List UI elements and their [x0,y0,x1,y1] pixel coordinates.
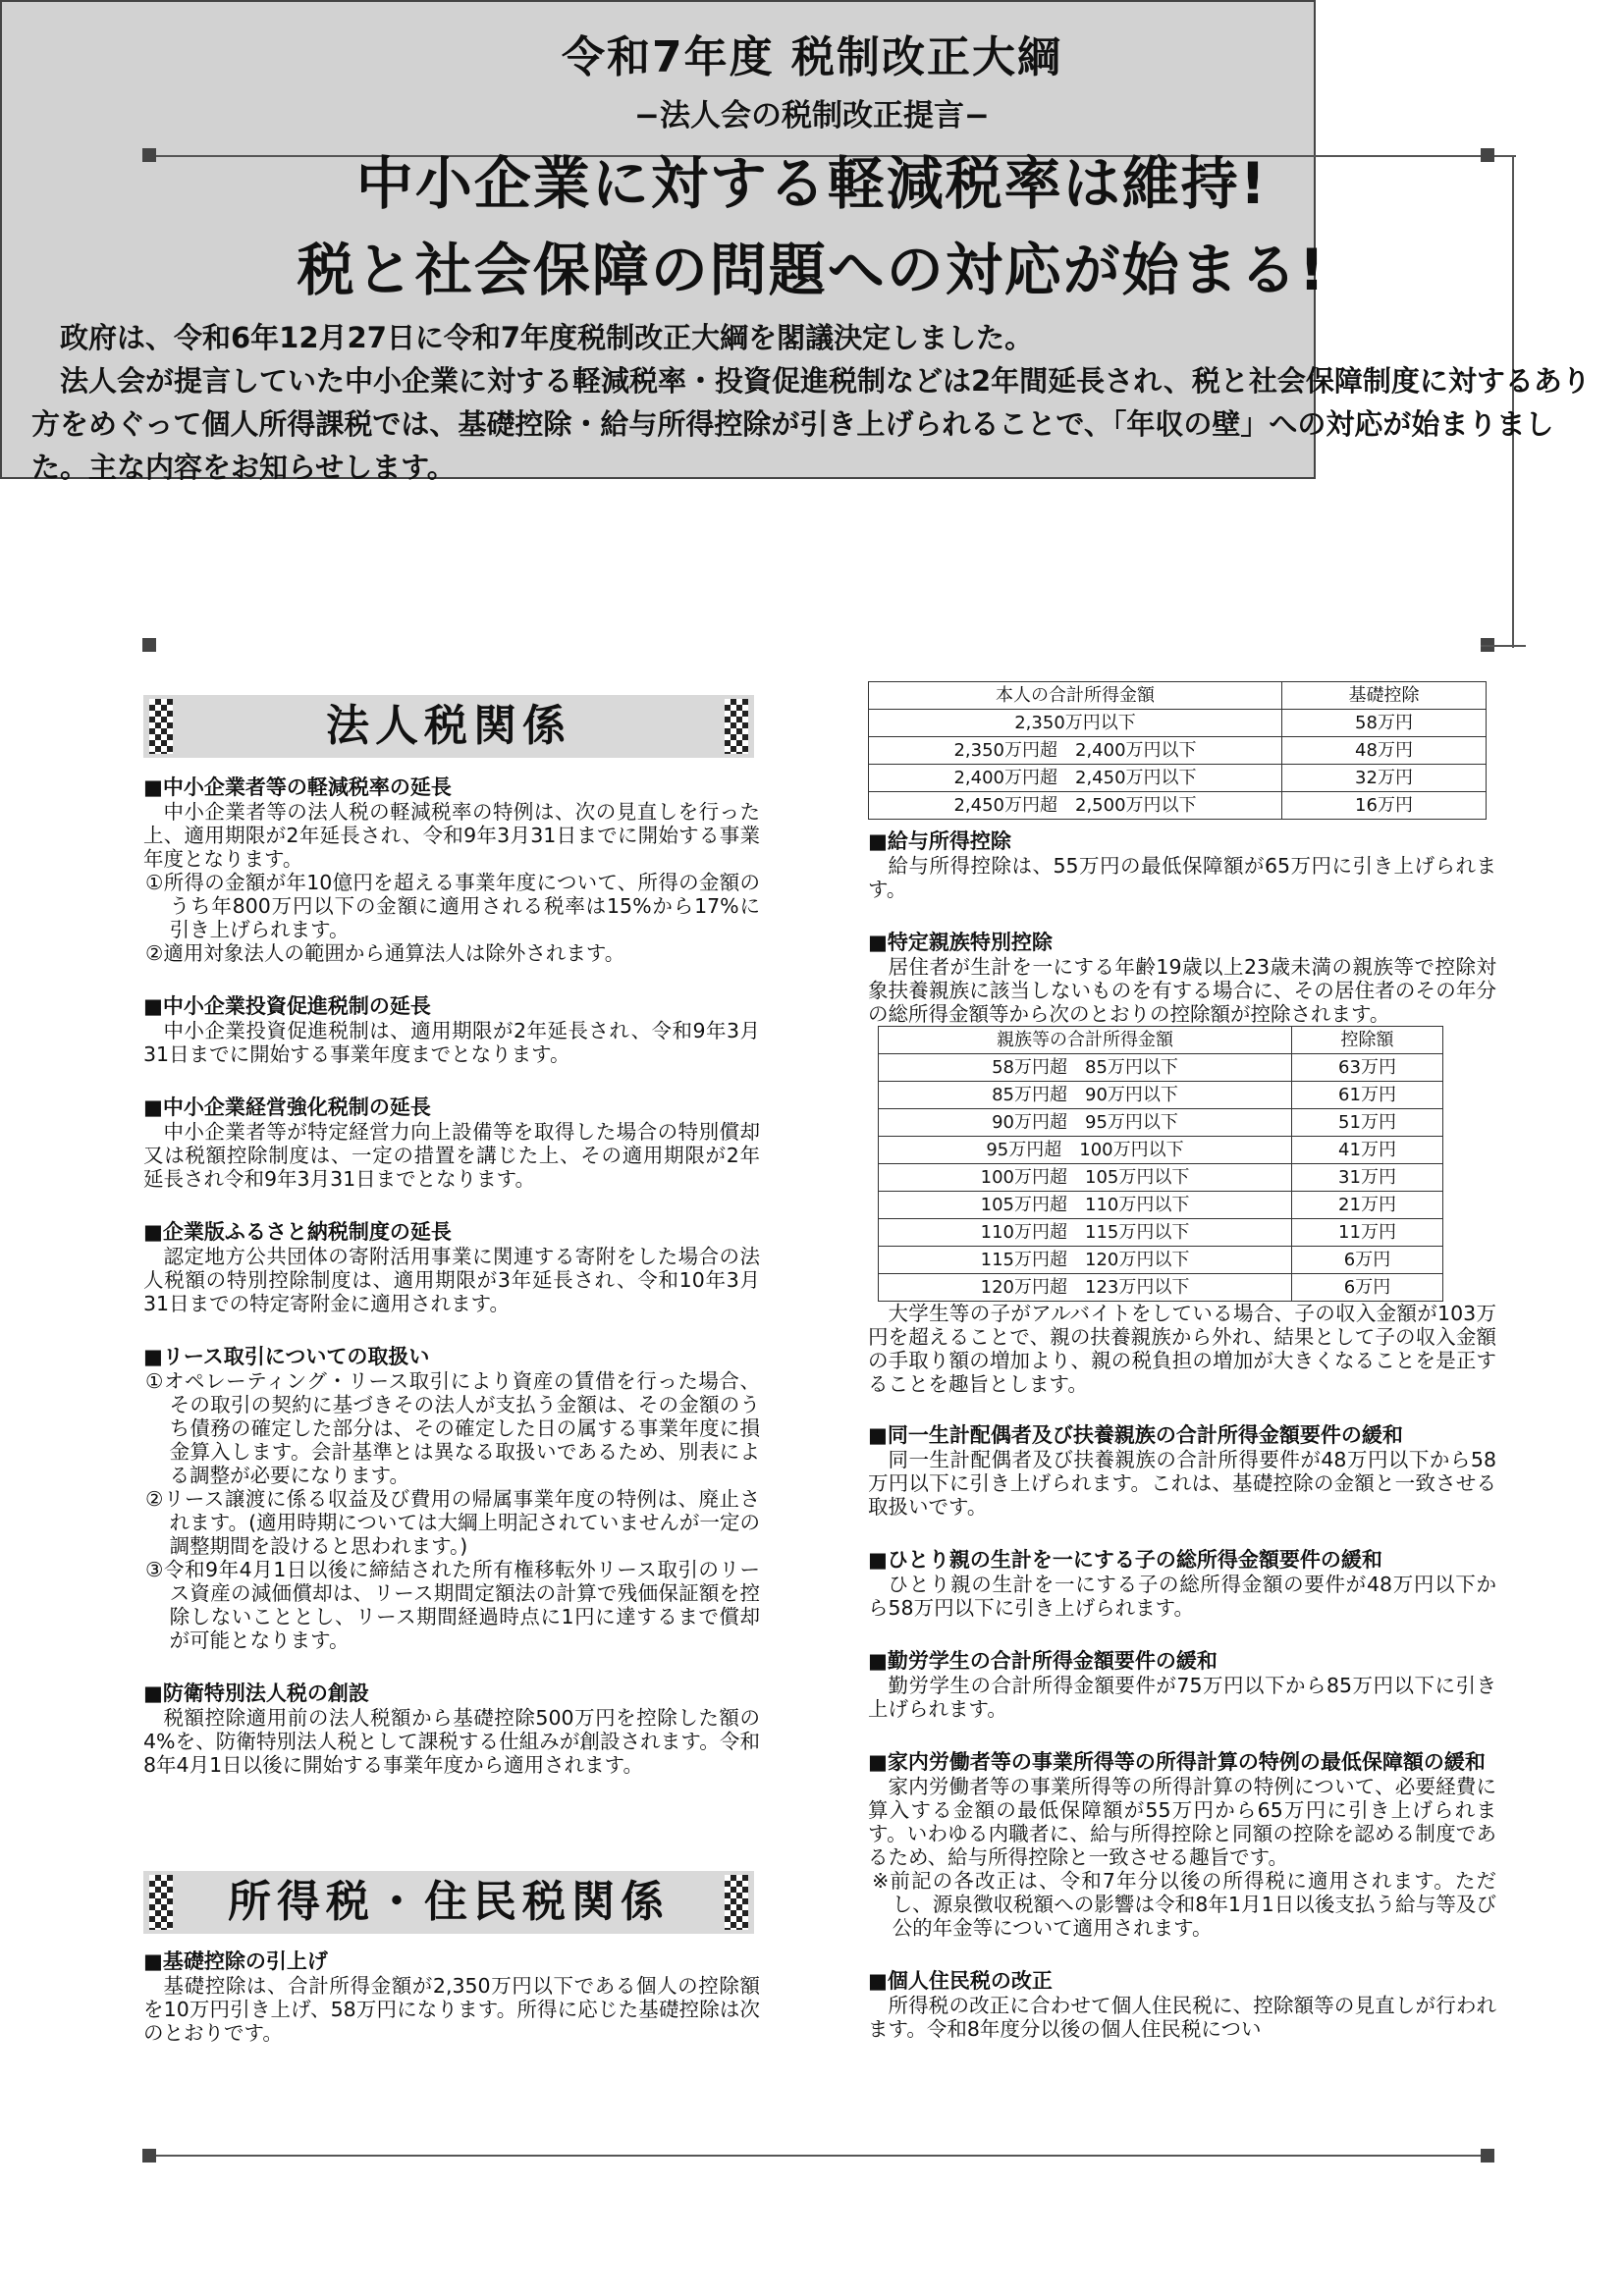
article-item: ①所得の金額が年10億円を超える事業年度について、所得の金額のうち年800万円以下の金額に適用される税率は15%から17%に引き上げられます。 [145,871,760,941]
article-title: ■中小企業投資促進税制の延長 [143,994,431,1018]
headline-1: 中小企業に対する軽減税率は維持! [355,150,1269,217]
article-title: ■企業版ふるさと納税制度の延長 [143,1220,452,1244]
section-banner-income [143,1871,754,1934]
article-salary-deduction [868,829,1496,901]
table-row [879,1109,1443,1137]
table-cell: 110万円超 115万円以下 [879,1219,1292,1247]
article-item: ②適用対象法人の範囲から通算法人は除外されます。 [145,941,625,965]
article-body: 大学生等の子がアルバイトをしている場合、子の収入金額が103万円を超えることで、親の扶養親族から外れ、結果として子の収入金額の手取り額の増加より、親の税負担の増加が大きくなることを是正することを趣旨とします。 [868,1302,1496,1396]
article-body: 同一生計配偶者及び扶養親族の合計所得要件が48万円以下から58万円以下に引き上げられます。これは、基礎控除の金額と一致させる取扱いです。 [868,1448,1496,1519]
section-banner-corporate [143,695,754,758]
section-title-income: 所得税・住民税関係 [228,1877,670,1927]
table-cell: 48万円 [1282,737,1487,765]
article-body: 中小企業投資促進税制は、適用期限が2年延長され、令和9年3月31日までに開始する事業年度までとなります。 [143,1019,760,1066]
intro-paragraph-2: 法人会が提言していた中小企業に対する軽減税率・投資促進税制などは2年間延長され、税と社会保障制度に対するあり方をめぐって個人所得課税では、基礎控除・給与所得控除が引き上げられることで、「年収の壁」への対応が始まりました。主な内容をお知らせします。 [31,364,1591,484]
left-column-corporate [143,775,760,1806]
article-body: 給与所得控除は、55万円の最低保障額が65万円に引き上げられます。 [868,854,1496,901]
table-header: 控除額 [1292,1027,1443,1054]
table-cell: 115万円超 120万円以下 [879,1247,1292,1274]
article-furusato [143,1220,760,1315]
relatives-deduction-table [878,1026,1443,1302]
article-title: ■リース取引についての取扱い [143,1345,430,1368]
table-cell: 58万円超 85万円以下 [879,1054,1292,1082]
article-body: 基礎控除は、合計所得金額が2,350万円以下である個人の控除額を10万円引き上げ、58万円になります。所得に応じた基礎控除は次のとおりです。 [143,1974,760,2045]
checker-ornament [149,699,173,754]
intro-paragraph-1: 政府は、令和6年12月27日に令和7年度税制改正大綱を閣議決定しました。 [60,321,1034,354]
table-row [879,1274,1443,1302]
right-column [868,681,1496,2041]
section-title-corporate: 法人税関係 [326,701,571,751]
table-row [869,710,1487,737]
article-title: ■防衛特別法人税の創設 [143,1682,369,1705]
header-tail-rule [1481,645,1526,647]
article-body: 税額控除適用前の法人税額から基礎控除500万円を控除した額の4%を、防衛特別法人税として課税する仕組みが創設されます。令和8年4月1日以後に開始する事業年度から適用されます。 [143,1706,760,1777]
table-header: 本人の合計所得金額 [869,682,1282,710]
article-title: ■基礎控除の引上げ [143,1949,328,1973]
header-title: 令和7年度 税制改正大綱 [562,32,1062,82]
table-cell: 63万円 [1292,1054,1443,1082]
table-cell: 120万円超 123万円以下 [879,1274,1292,1302]
corner-mark [142,2149,156,2163]
corner-mark [142,638,156,652]
article-body: ひとり親の生計を一にする子の総所得金額の要件が48万円以下から58万円以下に引き上げられます。 [868,1573,1496,1620]
table-cell: 95万円超 100万円以下 [879,1137,1292,1164]
article-body: 家内労働者等の事業所得等の所得計算の特例について、必要経費に算入する金額の最低保障額が55万円から65万円に引き上げられます。いわゆる内職者に、給与所得控除と同額の控除を認める制度であるため、給与所得控除と一致させる趣旨です。 [868,1775,1496,1869]
table-row [869,765,1487,792]
article-body: 勤労学生の合計所得金額要件が75万円以下から85万円以下に引き上げられます。 [868,1674,1496,1721]
table-header: 基礎控除 [1282,682,1487,710]
table-cell: 90万円超 95万円以下 [879,1109,1292,1137]
table-cell: 2,350万円超 2,400万円以下 [869,737,1282,765]
article-title: ■ひとり親の生計を一にする子の総所得金額要件の緩和 [868,1548,1382,1572]
table-row [879,1192,1443,1219]
article-title: ■家内労働者等の事業所得等の所得計算の特例の最低保障額の緩和 [868,1750,1486,1774]
header-box [0,0,1591,484]
table-header-row [879,1027,1443,1054]
table-row [879,1082,1443,1109]
article-note: ※前記の各改正は、令和7年分以後の所得税に適用されます。ただし、源泉徴収税額への影響は令和8年1月1日以後支払う給与等及び公的年金等について適用されます。 [872,1869,1496,1940]
article-body: 所得税の改正に合わせて個人住民税に、控除額等の見直しが行われます。令和8年度分以後の個人住民税につい [868,1994,1496,2041]
table-header-row [869,682,1487,710]
article-basic-deduction [143,1949,760,2045]
table-cell: 16万円 [1282,792,1487,820]
table-row [869,792,1487,820]
table-cell: 32万円 [1282,765,1487,792]
table-cell: 21万円 [1292,1192,1443,1219]
checker-ornament [725,699,748,754]
article-sme-reduced-rate [143,775,760,965]
table-cell: 6万円 [1292,1247,1443,1274]
article-title: ■同一生計配偶者及び扶養親族の合計所得金額要件の緩和 [868,1423,1403,1447]
table-cell: 31万円 [1292,1164,1443,1192]
article-lease [143,1345,760,1652]
table-cell: 61万円 [1292,1082,1443,1109]
article-sme-investment [143,994,760,1066]
table-row [879,1247,1443,1274]
article-defense-tax [143,1682,760,1777]
article-item: ③令和9年4月1日以後に締結された所有権移転外リース取引のリース資産の減価償却は、リース期間定額法の計算で残価保証額を控除しないこととし、リース期間経過時点に1円に達するまで償却が可能となります。 [145,1558,760,1652]
table-cell: 51万円 [1292,1109,1443,1137]
table-row [879,1054,1443,1082]
bottom-rule [149,2155,1485,2157]
table-cell: 11万円 [1292,1219,1443,1247]
article-title: ■個人住民税の改正 [868,1969,1053,1993]
article-body: 中小企業者等が特定経営力向上設備等を取得した場合の特別償却又は税額控除制度は、一定の措置を講じた上、その適用期限が2年延長され令和9年3月31日までとなります。 [143,1120,760,1191]
article-working-student [868,1649,1496,1721]
article-body: 中小企業者等の法人税の軽減税率の特例は、次の見直しを行った上、適用期限が2年延長され、令和9年3月31日までに開始する事業年度となります。 [143,800,760,871]
checker-ornament [149,1875,173,1930]
article-home-worker [868,1750,1496,1940]
table-row [879,1219,1443,1247]
table-cell: 2,400万円超 2,450万円以下 [869,765,1282,792]
headline-2: 税と社会保障の問題への対応が始まる! [297,237,1327,303]
table-cell: 6万円 [1292,1274,1443,1302]
table-cell: 58万円 [1282,710,1487,737]
corner-mark [1481,2149,1494,2163]
table-row [879,1164,1443,1192]
table-cell: 85万円超 90万円以下 [879,1082,1292,1109]
table-cell: 105万円超 110万円以下 [879,1192,1292,1219]
article-item: ②リース譲渡に係る収益及び費用の帰属事業年度の特例は、廃止されます。(適用時期については大綱上明記されていませんが一定の調整期間を設けると思われます。) [145,1487,760,1558]
article-single-parent [868,1548,1496,1620]
header-intro [31,316,1595,489]
table-cell: 41万円 [1292,1137,1443,1164]
table-header: 親族等の合計所得金額 [879,1027,1292,1054]
left-column-income [143,1949,760,2074]
table-row [879,1137,1443,1164]
article-item: ①オペレーティング・リース取引により資産の賃借を行った場合、その取引の契約に基づきその法人が支払う金額は、その金額のうち債務の確定した部分は、その確定した日の属する事業年度に損金算入します。会計基準とは異なる取扱いであるため、別表による調整が必要になります。 [145,1369,760,1487]
table-cell: 2,350万円以下 [869,710,1282,737]
article-body: 認定地方公共団体の寄附活用事業に関連する寄附をした場合の法人税額の特別控除制度は、適用期限が3年延長され、令和10年3月31日までの特定寄附金に適用されます。 [143,1245,760,1315]
header-subtitle: −法人会の税制改正提言− [634,98,990,133]
article-spouse-requirement [868,1423,1496,1519]
article-title: ■中小企業者等の軽減税率の延長 [143,775,452,799]
article-title: ■中小企業経営強化税制の延長 [143,1095,431,1119]
basic-deduction-table [868,681,1487,820]
checker-ornament [725,1875,748,1930]
article-title: ■特定親族特別控除 [868,931,1053,954]
table-row [869,737,1487,765]
table-cell: 2,450万円超 2,500万円以下 [869,792,1282,820]
table-cell: 100万円超 105万円以下 [879,1164,1292,1192]
article-title: ■給与所得控除 [868,829,1011,853]
article-resident-tax [868,1969,1496,2041]
article-specific-relatives [868,931,1496,1396]
article-body: 居住者が生計を一にする年齢19歳以上23歳未満の親族等で控除対象扶養親族に該当しないものを有する場合に、その居住者のその年分の総所得金額等から次のとおりの控除額が控除されます。 [868,955,1496,1026]
article-title: ■勤労学生の合計所得金額要件の緩和 [868,1649,1218,1673]
article-sme-management [143,1095,760,1191]
